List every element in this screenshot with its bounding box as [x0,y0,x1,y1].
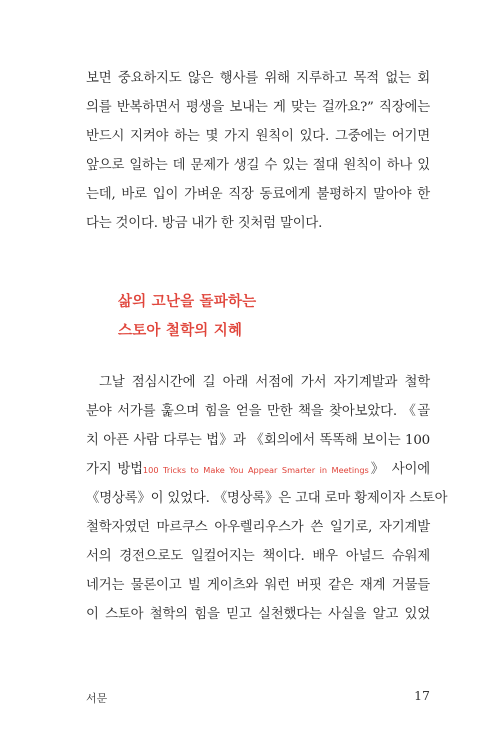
text-line: 분야 서가를 훑으며 힘을 얻을 만한 책을 찾아보았다. 《골 [86,404,430,419]
section-heading [118,288,256,346]
text-fragment: 가지 방법 [86,462,143,477]
paragraph-bookstore [86,368,448,629]
text-line: 이 스토아 철학의 힘을 믿고 실천했다는 사실을 알고 있었 [86,607,430,622]
text-line-with-english-title [86,455,430,484]
text-line: 네거는 물론이고 빌 게이츠와 워런 버핏 같은 재계 거물들 [86,578,430,593]
text-line: 다는 것이다. 방금 내가 한 짓처럼 말이다. [86,216,323,231]
text-line: 앞으로 일하는 데 문제가 생길 수 있는 절대 원칙이 하나 있 [86,158,430,173]
text-line: 반드시 지켜야 하는 몇 가지 원칙이 있다. 그중에는 어기면 [86,129,430,144]
text-fragment: 》 사이에 [368,462,431,477]
section-heading-line-2: 스토아 철학의 지혜 [118,323,243,339]
paragraph-intro [86,64,430,238]
english-book-title: 100 Tricks to Make You Appear Smarter in Meetings [142,465,369,475]
text-line: 철학자였던 마르쿠스 아우렐리우스가 쓴 일기로, 자기계발 [86,520,430,535]
text-line: 치 아픈 사람 다루는 법》과 《회의에서 똑똑해 보이는 100 [86,433,430,448]
text-line: 는데, 바로 입이 가벼운 직장 동료에게 불평하지 말아야 한 [86,187,430,202]
text-line: 보면 중요하지도 않은 행사를 위해 지루하고 목적 없는 회 [86,71,430,86]
section-heading-line-1: 삶의 고난을 돌파하는 [118,294,257,310]
text-line: 그날 점심시간에 길 아래 서점에 가서 자기계발과 철학 [99,375,430,390]
page-number: 17 [414,688,430,703]
text-line: 《명상록》이 있었다. 《명상록》은 고대 로마 황제이자 스토아 [86,491,448,506]
text-line: 서의 경전으로도 일컬어지는 책이다. 배우 아널드 슈워제 [86,549,430,564]
footer-section-label: 서문 [86,692,108,705]
text-line: 의를 반복하면서 평생을 보내는 게 맞는 걸까요?” 직장에는 [86,100,430,115]
